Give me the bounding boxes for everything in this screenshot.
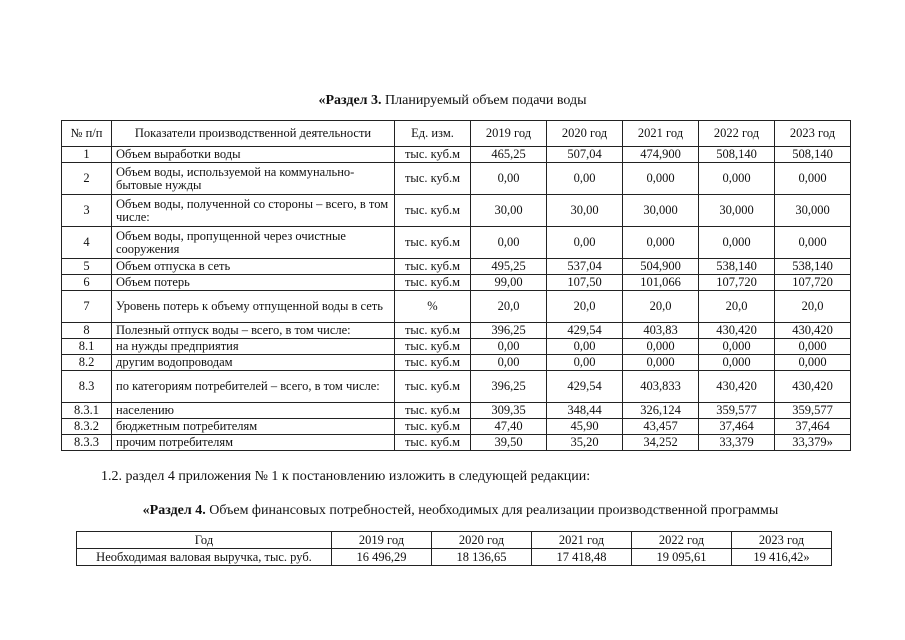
row-value-2022: 20,0 (699, 291, 775, 323)
section-4-title-bold: «Раздел 4. (142, 503, 206, 518)
row-value-2022: 37,464 (699, 419, 775, 435)
row-value-2022: 0,000 (699, 339, 775, 355)
section-3-title-text: Планируемый объем подачи воды (381, 93, 587, 108)
row-value-2019: 0,00 (471, 355, 547, 371)
row-number: 5 (62, 259, 112, 275)
row-value-2022: 0,000 (699, 227, 775, 259)
header-2019: 2019 год (471, 121, 547, 147)
row-value-2023: 0,000 (775, 339, 851, 355)
revenue-2022: 19 095,61 (632, 549, 732, 566)
table-row (62, 339, 851, 355)
row-unit: тыс. куб.м (395, 323, 471, 339)
row-value-2020: 35,20 (547, 435, 623, 451)
row-indicator: другим водопроводам (112, 355, 395, 371)
row-value-2021: 43,457 (623, 419, 699, 435)
row-value-2020: 0,00 (547, 339, 623, 355)
row-value-2019: 495,25 (471, 259, 547, 275)
row-value-2021: 30,000 (623, 195, 699, 227)
row-unit: тыс. куб.м (395, 195, 471, 227)
row-value-2020: 30,00 (547, 195, 623, 227)
revenue-2019: 16 496,29 (332, 549, 432, 566)
row-unit: тыс. куб.м (395, 419, 471, 435)
row-value-2023: 508,140 (775, 147, 851, 163)
row-number: 8 (62, 323, 112, 339)
revenue-2020: 18 136,65 (432, 549, 532, 566)
row-value-2021: 474,900 (623, 147, 699, 163)
row-unit: тыс. куб.м (395, 259, 471, 275)
row-number: 8.3.2 (62, 419, 112, 435)
water-supply-table (61, 120, 851, 451)
table-row (62, 163, 851, 195)
table-row (62, 291, 851, 323)
row-indicator: прочим потребителям (112, 435, 395, 451)
row-indicator: Объем воды, полученной со стороны – всего, в том числе: (112, 195, 395, 227)
row-value-2019: 396,25 (471, 371, 547, 403)
row-indicator: Объем воды, пропущенной через очистные сооружения (112, 227, 395, 259)
row-unit: тыс. куб.м (395, 275, 471, 291)
row-value-2021: 0,000 (623, 163, 699, 195)
row-number: 8.3.1 (62, 403, 112, 419)
row-value-2022: 30,000 (699, 195, 775, 227)
table-row (62, 403, 851, 419)
row-value-2019: 0,00 (471, 163, 547, 195)
row-value-2022: 107,720 (699, 275, 775, 291)
header-2020: 2020 год (432, 532, 532, 549)
row-value-2020: 107,50 (547, 275, 623, 291)
row-value-2020: 0,00 (547, 355, 623, 371)
row-value-2019: 47,40 (471, 419, 547, 435)
row-number: 8.3 (62, 371, 112, 403)
row-value-2020: 429,54 (547, 371, 623, 403)
row-value-2023: 0,000 (775, 355, 851, 371)
row-value-2021: 0,000 (623, 339, 699, 355)
revenue-2021: 17 418,48 (532, 549, 632, 566)
header-2022: 2022 год (699, 121, 775, 147)
section-3-title-bold: «Раздел 3. (318, 93, 382, 108)
row-value-2019: 0,00 (471, 339, 547, 355)
row-value-2023: 538,140 (775, 259, 851, 275)
row-value-2023: 107,720 (775, 275, 851, 291)
table-row (62, 259, 851, 275)
row-value-2019: 465,25 (471, 147, 547, 163)
row-value-2021: 403,83 (623, 323, 699, 339)
table-row (62, 275, 851, 291)
row-number: 1 (62, 147, 112, 163)
row-indicator: населению (112, 403, 395, 419)
section-3-title (0, 93, 905, 109)
header-year: Год (77, 532, 332, 549)
table-row (62, 355, 851, 371)
row-value-2019: 39,50 (471, 435, 547, 451)
row-value-2019: 99,00 (471, 275, 547, 291)
row-value-2019: 309,35 (471, 403, 547, 419)
table-header-row (77, 532, 832, 549)
amendment-paragraph: 1.2. раздел 4 приложения № 1 к постановлению изложить в следующей редакции: (101, 469, 591, 484)
row-value-2021: 101,066 (623, 275, 699, 291)
header-2019: 2019 год (332, 532, 432, 549)
row-unit: % (395, 291, 471, 323)
row-value-2023: 430,420 (775, 323, 851, 339)
row-value-2020: 20,0 (547, 291, 623, 323)
table-header-row (62, 121, 851, 147)
row-indicator: Объем выработки воды (112, 147, 395, 163)
header-2021: 2021 год (532, 532, 632, 549)
row-indicator: Уровень потерь к объему отпущенной воды в сеть (112, 291, 395, 323)
row-value-2020: 348,44 (547, 403, 623, 419)
revenue-2023: 19 416,42» (732, 549, 832, 566)
row-indicator: Объем воды, используемой на коммунально-бытовые нужды (112, 163, 395, 195)
row-number: 6 (62, 275, 112, 291)
header-2020: 2020 год (547, 121, 623, 147)
revenue-label: Необходимая валовая выручка, тыс. руб. (77, 549, 332, 566)
table-row (62, 419, 851, 435)
header-2021: 2021 год (623, 121, 699, 147)
row-number: 7 (62, 291, 112, 323)
row-value-2023: 37,464 (775, 419, 851, 435)
row-unit: тыс. куб.м (395, 435, 471, 451)
row-number: 4 (62, 227, 112, 259)
row-unit: тыс. куб.м (395, 163, 471, 195)
row-value-2021: 34,252 (623, 435, 699, 451)
row-value-2022: 508,140 (699, 147, 775, 163)
header-indicator: Показатели производственной деятельности (112, 121, 395, 147)
row-value-2021: 504,900 (623, 259, 699, 275)
row-value-2022: 0,000 (699, 355, 775, 371)
row-unit: тыс. куб.м (395, 403, 471, 419)
header-num: № п/п (62, 121, 112, 147)
header-2023: 2023 год (775, 121, 851, 147)
row-value-2021: 0,000 (623, 227, 699, 259)
row-value-2020: 429,54 (547, 323, 623, 339)
row-value-2022: 0,000 (699, 163, 775, 195)
table-row (62, 371, 851, 403)
row-indicator: бюджетным потребителям (112, 419, 395, 435)
row-indicator: по категориям потребителей – всего, в том числе: (112, 371, 395, 403)
row-value-2023: 0,000 (775, 227, 851, 259)
table-row (62, 435, 851, 451)
row-number: 8.1 (62, 339, 112, 355)
row-number: 8.3.3 (62, 435, 112, 451)
table-row (77, 549, 832, 566)
row-indicator: Объем отпуска в сеть (112, 259, 395, 275)
table-row (62, 227, 851, 259)
row-unit: тыс. куб.м (395, 339, 471, 355)
row-value-2022: 359,577 (699, 403, 775, 419)
row-value-2022: 430,420 (699, 371, 775, 403)
row-value-2022: 33,379 (699, 435, 775, 451)
header-2023: 2023 год (732, 532, 832, 549)
header-2022: 2022 год (632, 532, 732, 549)
row-value-2020: 0,00 (547, 227, 623, 259)
row-unit: тыс. куб.м (395, 355, 471, 371)
row-value-2019: 20,0 (471, 291, 547, 323)
row-indicator: Объем потерь (112, 275, 395, 291)
table-row (62, 147, 851, 163)
row-value-2020: 45,90 (547, 419, 623, 435)
row-unit: тыс. куб.м (395, 371, 471, 403)
header-unit: Ед. изм. (395, 121, 471, 147)
row-value-2019: 30,00 (471, 195, 547, 227)
row-number: 8.2 (62, 355, 112, 371)
row-value-2021: 0,000 (623, 355, 699, 371)
row-value-2021: 403,833 (623, 371, 699, 403)
section-4-title-text: Объем финансовых потребностей, необходимых для реализации производственной программы (205, 503, 779, 518)
row-value-2019: 396,25 (471, 323, 547, 339)
row-indicator: на нужды предприятия (112, 339, 395, 355)
row-value-2019: 0,00 (471, 227, 547, 259)
table-row (62, 323, 851, 339)
row-number: 2 (62, 163, 112, 195)
row-value-2020: 0,00 (547, 163, 623, 195)
row-unit: тыс. куб.м (395, 227, 471, 259)
row-indicator: Полезный отпуск воды – всего, в том числе: (112, 323, 395, 339)
row-value-2023: 430,420 (775, 371, 851, 403)
row-value-2023: 20,0 (775, 291, 851, 323)
row-value-2021: 326,124 (623, 403, 699, 419)
row-value-2020: 537,04 (547, 259, 623, 275)
financial-needs-table (76, 531, 832, 566)
row-value-2023: 33,379» (775, 435, 851, 451)
row-value-2023: 359,577 (775, 403, 851, 419)
row-value-2022: 538,140 (699, 259, 775, 275)
row-number: 3 (62, 195, 112, 227)
row-value-2021: 20,0 (623, 291, 699, 323)
row-value-2023: 0,000 (775, 163, 851, 195)
row-value-2022: 430,420 (699, 323, 775, 339)
table-row (62, 195, 851, 227)
row-value-2023: 30,000 (775, 195, 851, 227)
row-value-2020: 507,04 (547, 147, 623, 163)
row-unit: тыс. куб.м (395, 147, 471, 163)
section-4-title (8, 503, 905, 519)
